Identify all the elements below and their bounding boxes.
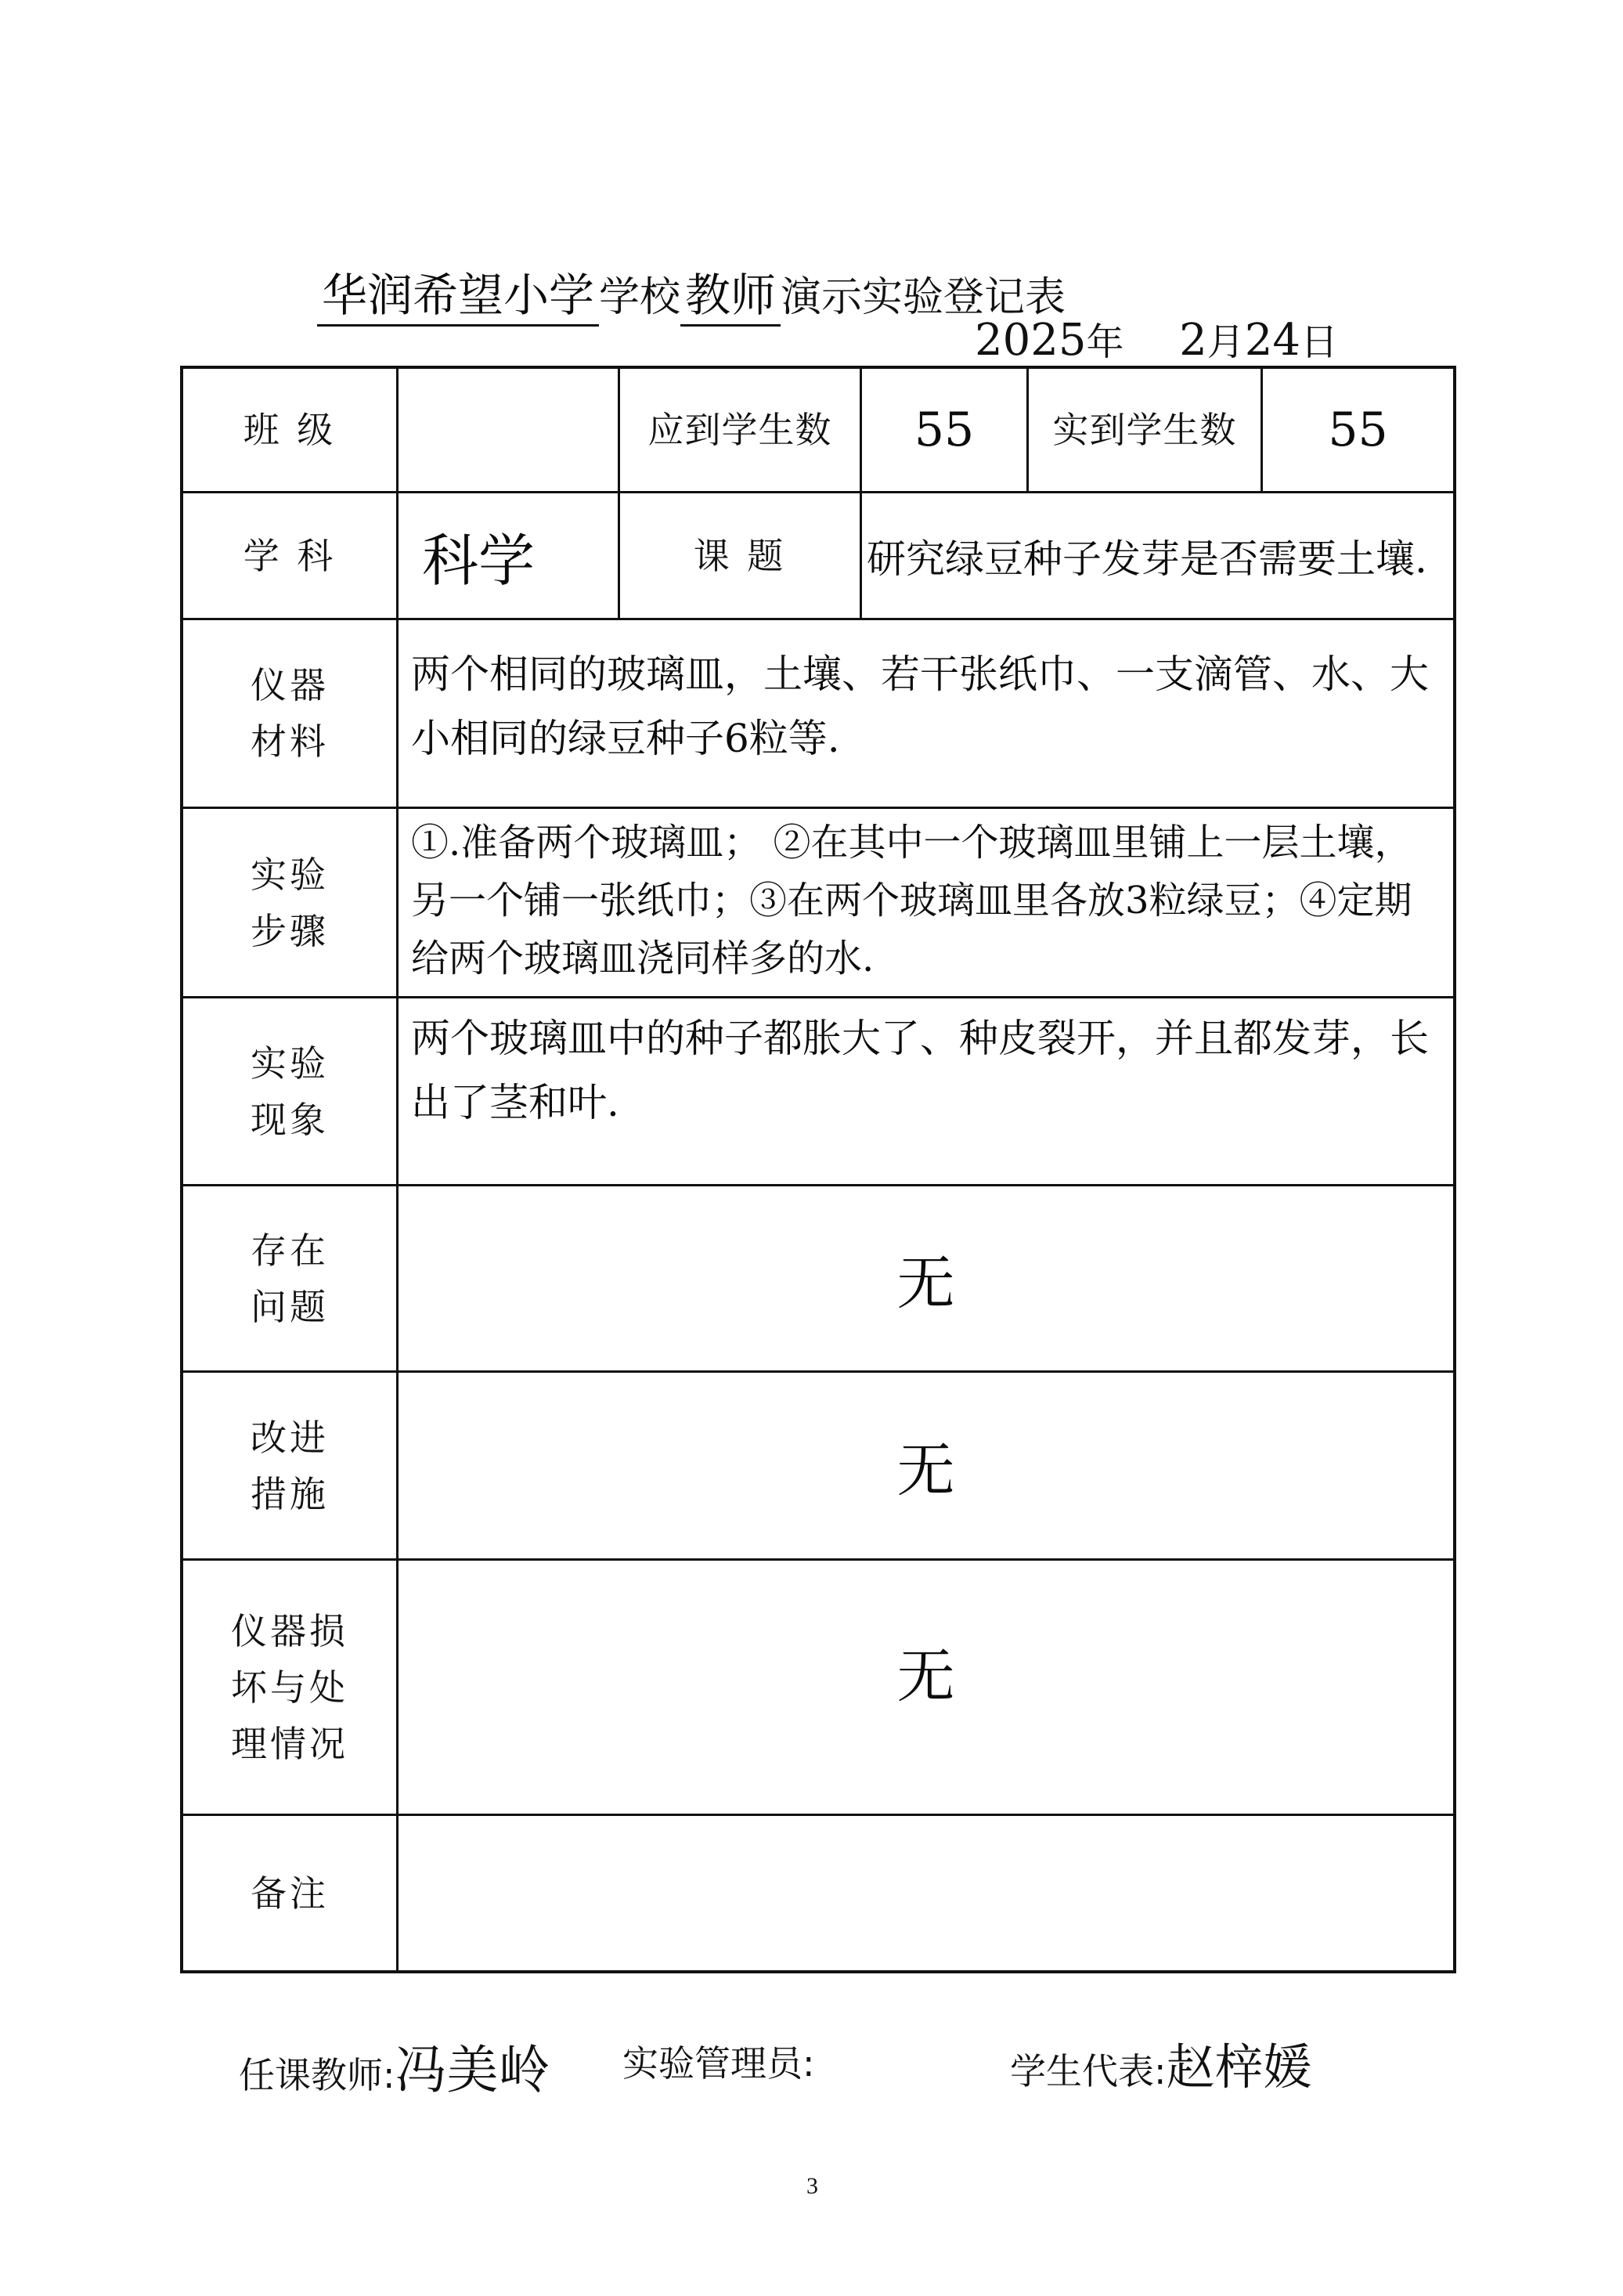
class-label: 班 级 <box>243 409 337 451</box>
date-year: 2025 <box>975 315 1087 366</box>
student-label: 学生代表: <box>1010 2050 1167 2092</box>
topic-value: 研究绿豆种子发芽是否需要土壤. <box>867 536 1427 582</box>
improvements-label: 改进 措施 <box>251 1416 329 1515</box>
form-title-line <box>317 258 1066 327</box>
form-title: 演示实验登记表 <box>781 274 1066 321</box>
admin-signature-line <box>622 2028 815 2088</box>
damage-label: 仪器损 坏与处 理情况 <box>231 1609 348 1765</box>
teacher-signature-line <box>239 2028 550 2103</box>
school-name: 华润希望小学 <box>317 258 599 327</box>
page-number: 3 <box>806 2173 818 2199</box>
topic-label: 课 题 <box>693 534 787 577</box>
month-unit: 月 <box>1206 320 1245 364</box>
date-day: 24 <box>1244 315 1300 366</box>
damage-value: 无 <box>896 1642 955 1710</box>
problems-value: 无 <box>896 1249 955 1317</box>
actual-students-value: 55 <box>1328 403 1388 457</box>
steps-label: 实验 步骤 <box>251 853 329 952</box>
date-month: 2 <box>1179 315 1207 366</box>
form-date <box>975 312 1338 366</box>
phenomena-value: 两个玻璃皿中的种子都胀大了、种皮裂开，并且都发芽，长出了茎和叶. <box>411 1016 1429 1125</box>
role: 教师 <box>680 258 781 327</box>
actual-students-label: 实到学生数 <box>1052 409 1237 451</box>
remarks-value <box>399 1816 1453 1970</box>
day-unit: 日 <box>1300 320 1338 364</box>
class-value <box>399 369 618 491</box>
improvements-value: 无 <box>896 1436 955 1504</box>
materials-value: 两个相同的玻璃皿，土壤、若干张纸巾、一支滴管、水、大小相同的绿豆种子6粒等. <box>411 652 1429 761</box>
expected-students-value: 55 <box>914 403 975 457</box>
registration-table <box>180 366 1456 1973</box>
problems-label: 存在 问题 <box>251 1229 329 1328</box>
student-signature: 赵梓媛 <box>1166 2038 1312 2096</box>
subject-label: 学 科 <box>243 534 337 577</box>
admin-label: 实验管理员: <box>622 2042 815 2085</box>
steps-value: ①.准备两个玻璃皿； ②在其中一个玻璃皿里铺上一层土壤，另一个铺一张纸巾；③在两个玻璃皿里各放3粒绿豆；④定期给两个玻璃皿浇同样多的水. <box>411 821 1412 980</box>
student-signature-line <box>1010 2028 1312 2098</box>
year-unit: 年 <box>1086 320 1124 364</box>
phenomena-label: 实验 现象 <box>251 1042 329 1141</box>
remarks-label: 备注 <box>251 1872 329 1915</box>
expected-students-label: 应到学生数 <box>647 409 832 451</box>
materials-label: 仪器 材料 <box>251 664 329 763</box>
school-suffix: 学校 <box>599 274 681 321</box>
teacher-signature: 冯美岭 <box>395 2040 550 2100</box>
subject-value: 科学 <box>422 527 536 594</box>
teacher-label: 任课教师: <box>239 2054 395 2096</box>
